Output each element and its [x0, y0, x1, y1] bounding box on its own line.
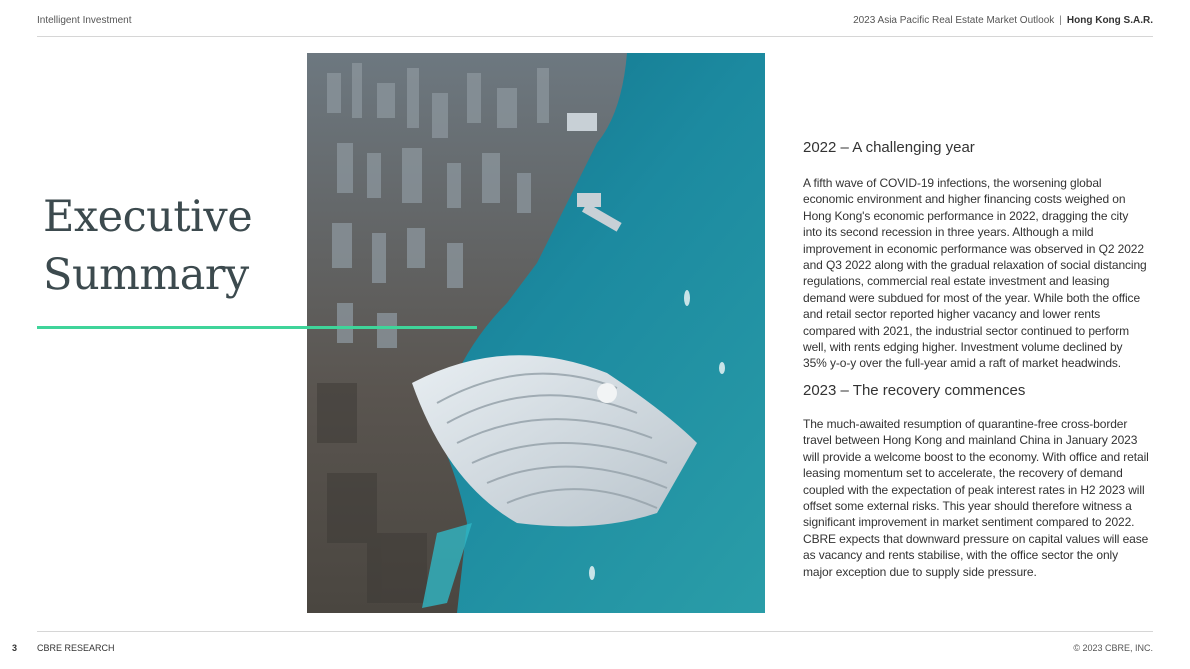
header-report-title: 2023 Asia Pacific Real Estate Market Outlook: [853, 15, 1055, 26]
page-number: 3: [12, 643, 18, 653]
footer-copyright: © 2023 CBRE, INC.: [1073, 643, 1153, 653]
header-brand-text: Intelligent Investment: [37, 15, 132, 26]
header-divider: [37, 36, 1153, 37]
page-title-line-2: Summary: [43, 250, 249, 300]
section-heading-2023: 2023 – The recovery commences: [803, 381, 1026, 399]
section-heading-2022: 2022 – A challenging year: [803, 139, 975, 156]
footer-research-label: CBRE RESEARCH: [37, 643, 115, 653]
page-title-line-1: Executive: [43, 192, 253, 242]
summary-content: [803, 138, 1149, 589]
header-separator: |: [1059, 15, 1062, 26]
footer-divider: [37, 631, 1153, 632]
header-region: Hong Kong S.A.R.: [1066, 15, 1153, 26]
section-body-2022: A fifth wave of COVID-19 infections, the worsening global economic environment and higher financing costs weighed on Hong Kong's economic performance in 2022, dragging the city into its second recession in three years. Although a mild improvement in economic performance was observed in Q2 2022 and Q3 2022 along with the gradual relaxation of social distancing regulations, commercial real estate investment and leasing demand were subdued for most of the year. While both the office and retail sector reported higher vacancy and lower rents compared with 2021, the industrial sector continued to perform well, with rents edging higher. Investment volume declined by 35% y-o-y over the full-year amid a raft of market headwinds.: [803, 176, 1147, 371]
aerial-city-photo: [307, 53, 765, 613]
header-report-info: [853, 15, 1153, 26]
section-body-2023: The much-awaited resumption of quarantine-free cross-border travel between Hong Kong and mainland China in January 2023 will provide a welcome boost to the economy. With office and retail leasing momentum set to accelerate, the recovery of demand coupled with the expectation of peak interest rates in H2 2023 will offset some external risks. This year should therefore witness a significant improvement in market sentiment compared to 2022. CBRE expects that downward pressure on capital values will ease as vacancy and rents stabilise, with the office sector the only major exception due to supply side pressure.: [803, 416, 1149, 579]
page-title: [43, 188, 283, 304]
accent-line: [37, 326, 477, 329]
